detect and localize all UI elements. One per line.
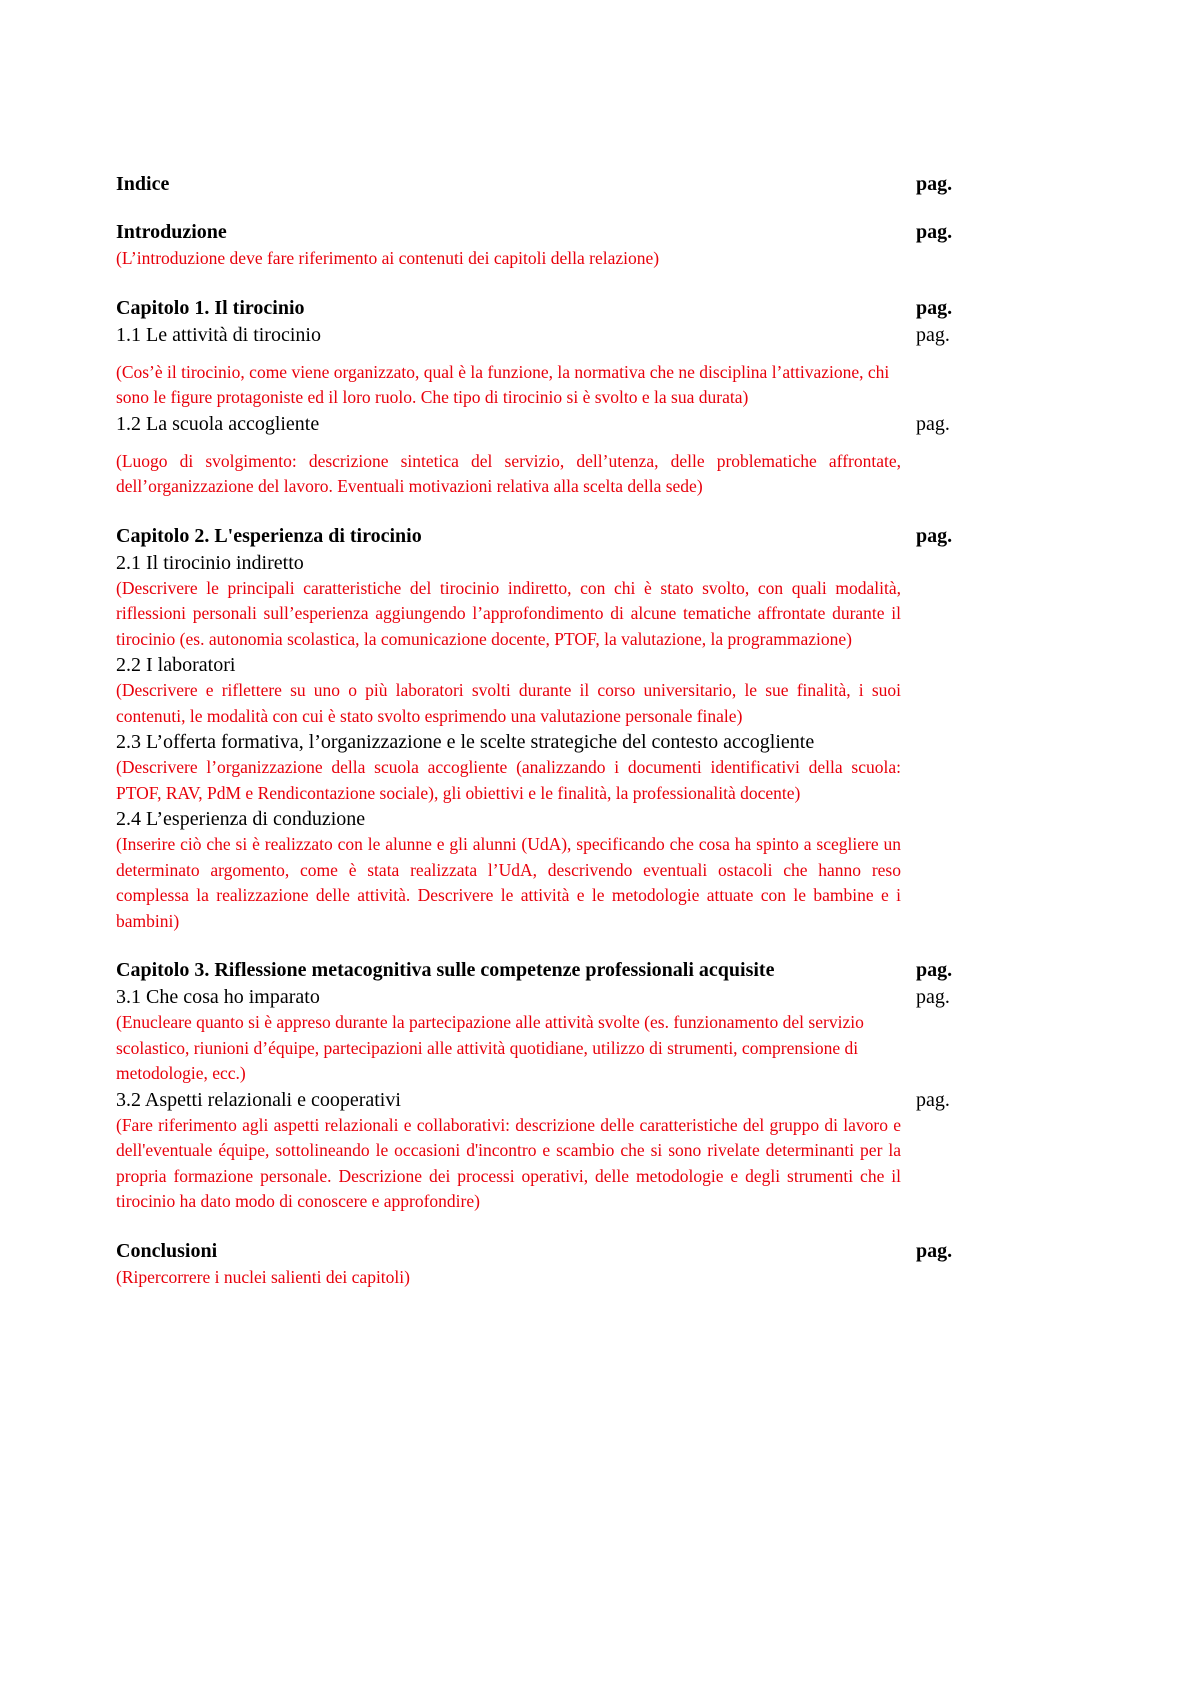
chapter2-page-label: pag. [916, 524, 953, 547]
section-1-2-row [116, 411, 966, 437]
section-3-2-page-label: pag. [916, 1088, 950, 1111]
section-2-4-note: (Inserire ciò che si è realizzato con le alunne e gli alunni (UdA), specificando che cosa ha spinto a scegliere un determinato argomento, come è stata realizzata l’UdA, descrivendo eventuali ostacoli che hanno reso complessa la realizzazione delle attività. Descrivere le attività e le metodologie attuate con le bambine e i bambini) [116, 834, 901, 931]
section-2-3-note: (Descrivere l’organizzazione della scuola accogliente (analizzando i documenti identificativi della scuola: PTOF, RAV, PdM e Rendicontazione sociale), gli obiettivi e le finalità, la professionalità docente) [116, 757, 901, 803]
section-3-2-note: (Fare riferimento agli aspetti relazionali e collaborativi: descrizione delle caratteristiche del gruppo di lavoro e dell'eventuale équipe, sottolineando le occasioni d'incontro e scambio che si sono rivelate determinanti per la propria formazione personale. Descrizione dei processi operativi, delle metodologie e degli strumenti che il tirocinio ha dato modo di conoscere e approfondire) [116, 1114, 901, 1211]
section-1-2-note: (Luogo di svolgimento: descrizione sintetica del servizio, dell’utenza, delle problematiche affrontate, dell’organizzazione del lavoro. Eventuali motivazioni relativa alla scelta della sede) [116, 450, 901, 496]
section-3-1-title: 3.1 Che cosa ho imparato [116, 986, 320, 1008]
chapter2-title: Capitolo 2. L'esperienza di tirocinio [116, 524, 422, 547]
intro-title: Introduzione [116, 221, 227, 243]
section-2-2-note: (Descrivere e riflettere su uno o più laboratori svolti durante il corso universitario, le sue finalità, i suoi contenuti, le modalità con cui è stato svolto esprimendo una valutazione personale finale) [116, 680, 901, 726]
section-2-3-title: 2.3 L’offerta formativa, l’organizzazione e le scelte strategiche del contesto accogliente [116, 731, 815, 753]
conclusions-note: (Ripercorrere i nuclei salienti dei capitoli) [116, 1266, 410, 1287]
intro-row [116, 218, 966, 246]
section-2-2-title: 2.2 I laboratori [116, 654, 236, 676]
index-title: Indice [116, 173, 170, 195]
conclusions-title: Conclusioni [116, 1239, 218, 1262]
chapter3-title: Capitolo 3. Riflessione metacognitiva sulle competenze professionali acquisite [116, 959, 775, 981]
intro-page-label: pag. [916, 221, 953, 243]
section-3-1-row [116, 984, 966, 1010]
section-2-1-title: 2.1 Il tirocinio indiretto [116, 551, 304, 574]
index-page-label: pag. [916, 173, 953, 195]
chapter1-row [116, 294, 966, 322]
chapter1-title: Capitolo 1. Il tirocinio [116, 296, 305, 319]
table-of-contents [116, 170, 966, 1290]
section-3-2-row [116, 1087, 966, 1113]
section-2-1-note: (Descrivere le principali caratteristiche del tirocinio indiretto, con chi è stato svolto, con quali modalità, riflessioni personali sull’esperienza aggiungendo l’approfondimento di alcune tematiche affrontate durante il tirocinio (es. autonomia scolastica, la comunicazione docente, PTOF, la valutazione, la programmazione) [116, 577, 901, 649]
chapter3-row [116, 956, 966, 984]
index-heading-row [116, 170, 966, 198]
section-1-1-row [116, 322, 966, 348]
section-1-1-title: 1.1 Le attività di tirocinio [116, 323, 321, 346]
section-1-1-note: (Cos’è il tirocinio, come viene organizzato, qual è la funzione, la normativa che ne disciplina l’attivazione, chi sono le figure protagoniste ed il loro ruolo. Che tipo di tirocinio si è svolto e la sua durata) [116, 361, 890, 407]
intro-note: (L’introduzione deve fare riferimento ai contenuti dei capitoli della relazione) [116, 248, 660, 268]
section-3-1-note: (Enucleare quanto si è appreso durante la partecipazione alle attività svolte (es. funzionamento del servizio scolastico, riunioni d’équipe, partecipazioni alle attività quotidiane, utilizzo di strumenti, comprensione di metodologie, ecc.) [116, 1012, 864, 1083]
section-3-2-title: 3.2 Aspetti relazionali e cooperativi [116, 1088, 401, 1111]
section-1-2-title: 1.2 La scuola accogliente [116, 412, 320, 435]
section-3-1-page-label: pag. [916, 986, 950, 1008]
conclusions-page-label: pag. [916, 1239, 953, 1262]
section-1-2-page-label: pag. [916, 412, 950, 435]
section-2-4-title: 2.4 L’esperienza di conduzione [116, 808, 366, 830]
chapter2-row [116, 522, 966, 550]
conclusions-row [116, 1237, 966, 1265]
chapter3-page-label: pag. [916, 959, 953, 981]
chapter1-page-label: pag. [916, 296, 953, 319]
section-1-1-page-label: pag. [916, 323, 950, 346]
